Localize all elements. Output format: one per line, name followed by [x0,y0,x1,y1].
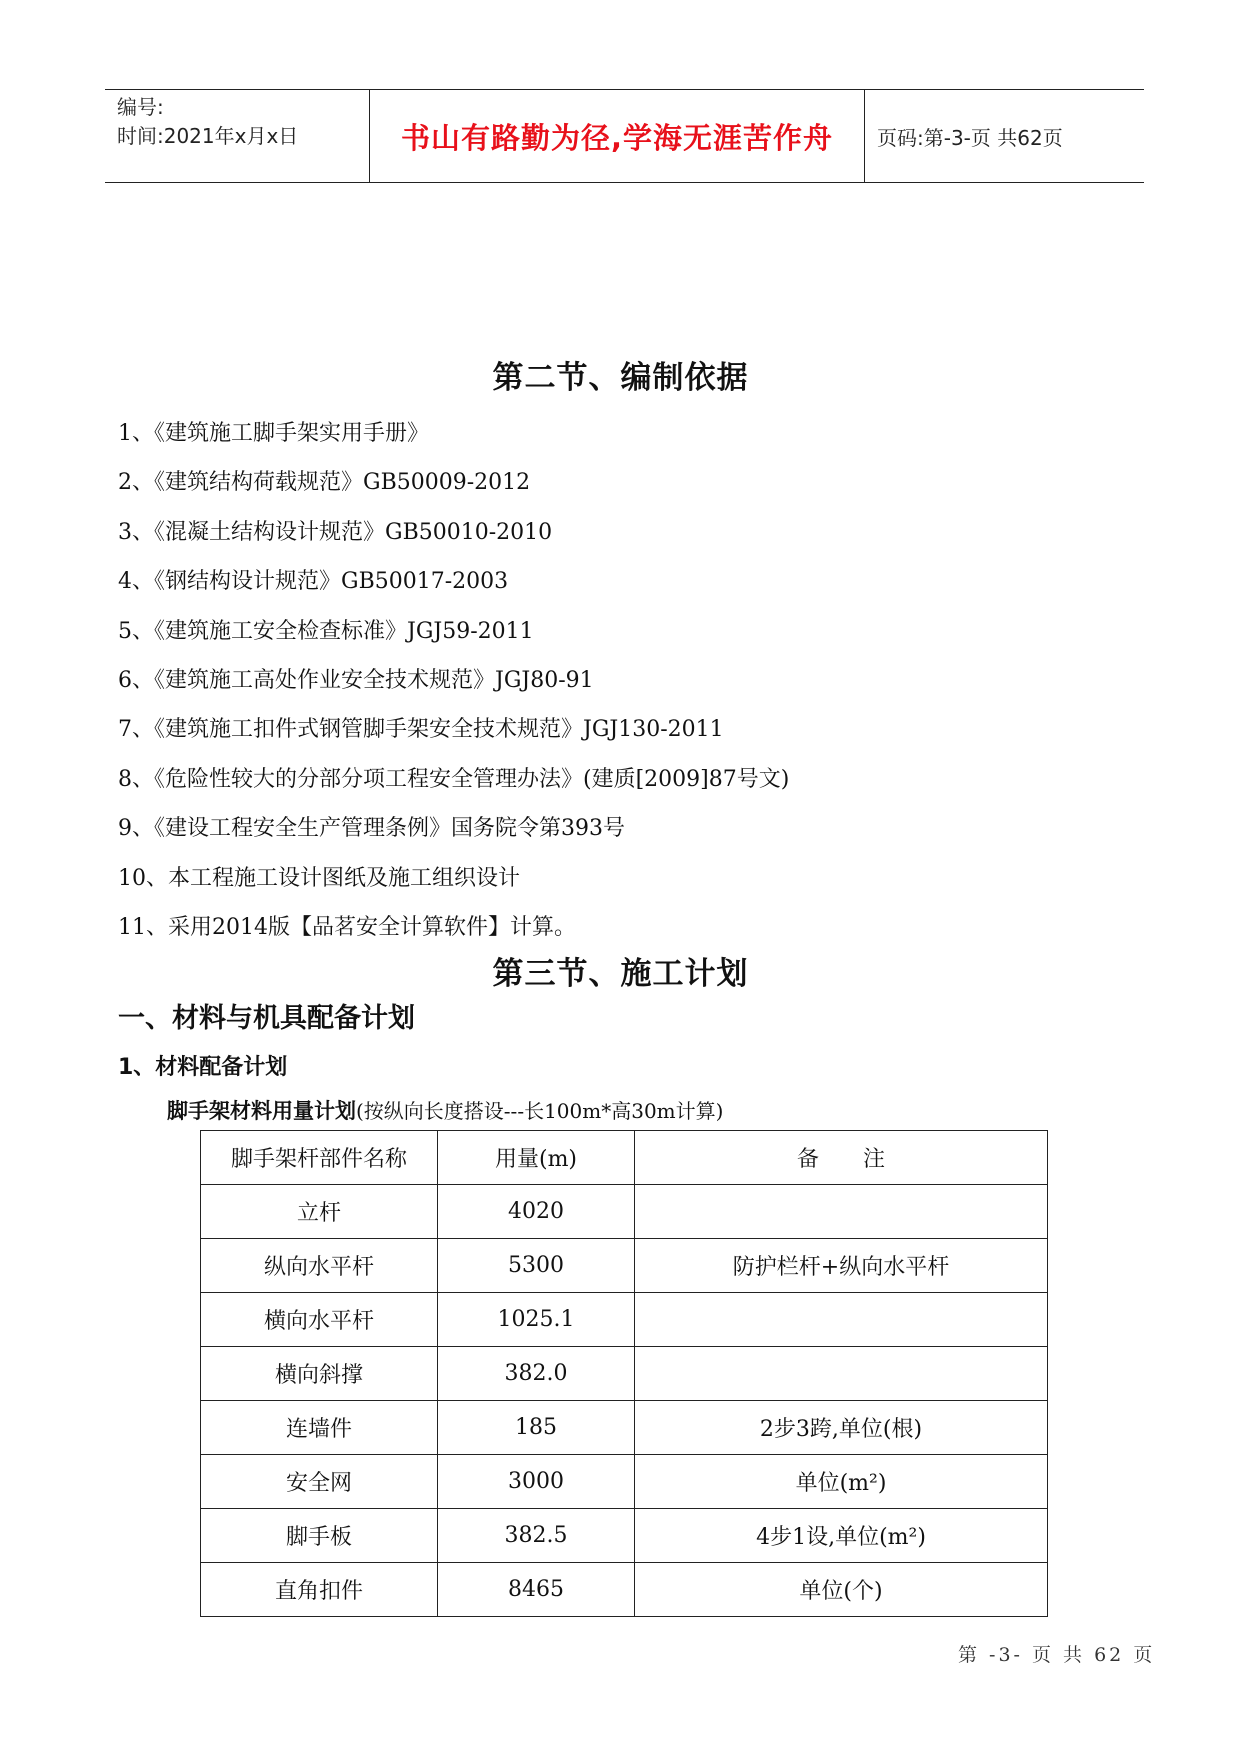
reference-item: 9、《建设工程安全生产管理条例》国务院令第393号 [118,816,625,842]
reference-item: 5、《建筑施工安全检查标准》JGJ59-2011 [118,618,534,644]
table-row [201,1563,1048,1617]
cell-component: 纵向水平杆 [201,1239,438,1293]
cell-remark [635,1185,1048,1239]
cell-quantity: 3000 [438,1455,635,1509]
table-row [201,1185,1048,1239]
cell-quantity: 8465 [438,1563,635,1617]
column-header: 脚手架杆部件名称 [201,1131,438,1185]
table-row [201,1455,1048,1509]
table-row [201,1239,1048,1293]
table-row [201,1401,1048,1455]
page-footer: 第 -3- 页 共 62 页 [958,1644,1156,1666]
table-row [201,1347,1048,1401]
reference-item: 8、《危险性较大的分部分项工程安全管理办法》(建质[2009]87号文) [118,766,790,792]
table-caption-title: 脚手架材料用量计划 [167,1099,356,1123]
cell-remark [635,1347,1048,1401]
column-header: 用量(m) [438,1131,635,1185]
page-header [105,89,1144,183]
cell-quantity: 1025.1 [438,1293,635,1347]
cell-remark: 单位(m²) [635,1455,1048,1509]
cell-remark: 防护栏杆+纵向水平杆 [635,1239,1048,1293]
header-meta [105,90,370,182]
table-header-row [201,1131,1048,1185]
cell-component: 横向斜撑 [201,1347,438,1401]
reference-item: 4、《钢结构设计规范》GB50017-2003 [118,569,509,595]
section3-title: 第三节、施工计划 [492,956,749,992]
cell-component: 安全网 [201,1455,438,1509]
cell-remark: 2步3跨,单位(根) [635,1401,1048,1455]
cell-remark: 4步1设,单位(m²) [635,1509,1048,1563]
cell-remark [635,1293,1048,1347]
subsection-heading: 一、材料与机具配备计划 [118,1003,415,1034]
table-row [201,1509,1048,1563]
table-row [201,1293,1048,1347]
header-page-info: 页码:第-3-页 共62页 [877,125,1063,150]
section2-title: 第二节、编制依据 [492,360,749,396]
cell-quantity: 185 [438,1401,635,1455]
cell-component: 立杆 [201,1185,438,1239]
header-motto: 书山有路勤为径,学海无涯苦作舟 [370,90,865,182]
reference-item: 7、《建筑施工扣件式钢管脚手架安全技术规范》JGJ130-2011 [118,717,724,743]
table-caption-note: (按纵向长度搭设---长100m*高30m计算) [356,1099,724,1123]
reference-item: 2、《建筑结构荷载规范》GB50009-2012 [118,470,531,496]
cell-quantity: 4020 [438,1185,635,1239]
table-caption [167,1095,723,1125]
reference-item: 11、采用2014版【品茗安全计算软件】计算。 [118,914,576,940]
time-label: 时间:2021年x月x日 [117,124,299,148]
cell-quantity: 382.0 [438,1347,635,1401]
cell-component: 连墙件 [201,1401,438,1455]
cell-component: 直角扣件 [201,1563,438,1617]
cell-remark: 单位(个) [635,1563,1048,1617]
column-header: 备 注 [635,1131,1048,1185]
cell-component: 脚手板 [201,1509,438,1563]
reference-item: 6、《建筑施工高处作业安全技术规范》JGJ80-91 [118,667,594,693]
reference-item: 10、本工程施工设计图纸及施工组织设计 [118,865,520,891]
serial-label: 编号: [117,95,164,119]
cell-quantity: 5300 [438,1239,635,1293]
reference-item: 3、《混凝土结构设计规范》GB50010-2010 [118,519,553,545]
materials-table [200,1130,1048,1617]
reference-list [118,414,789,957]
cell-quantity: 382.5 [438,1509,635,1563]
reference-item: 1、《建筑施工脚手架实用手册》 [118,421,429,446]
subsubsection-heading: 1、材料配备计划 [118,1055,288,1080]
cell-component: 横向水平杆 [201,1293,438,1347]
